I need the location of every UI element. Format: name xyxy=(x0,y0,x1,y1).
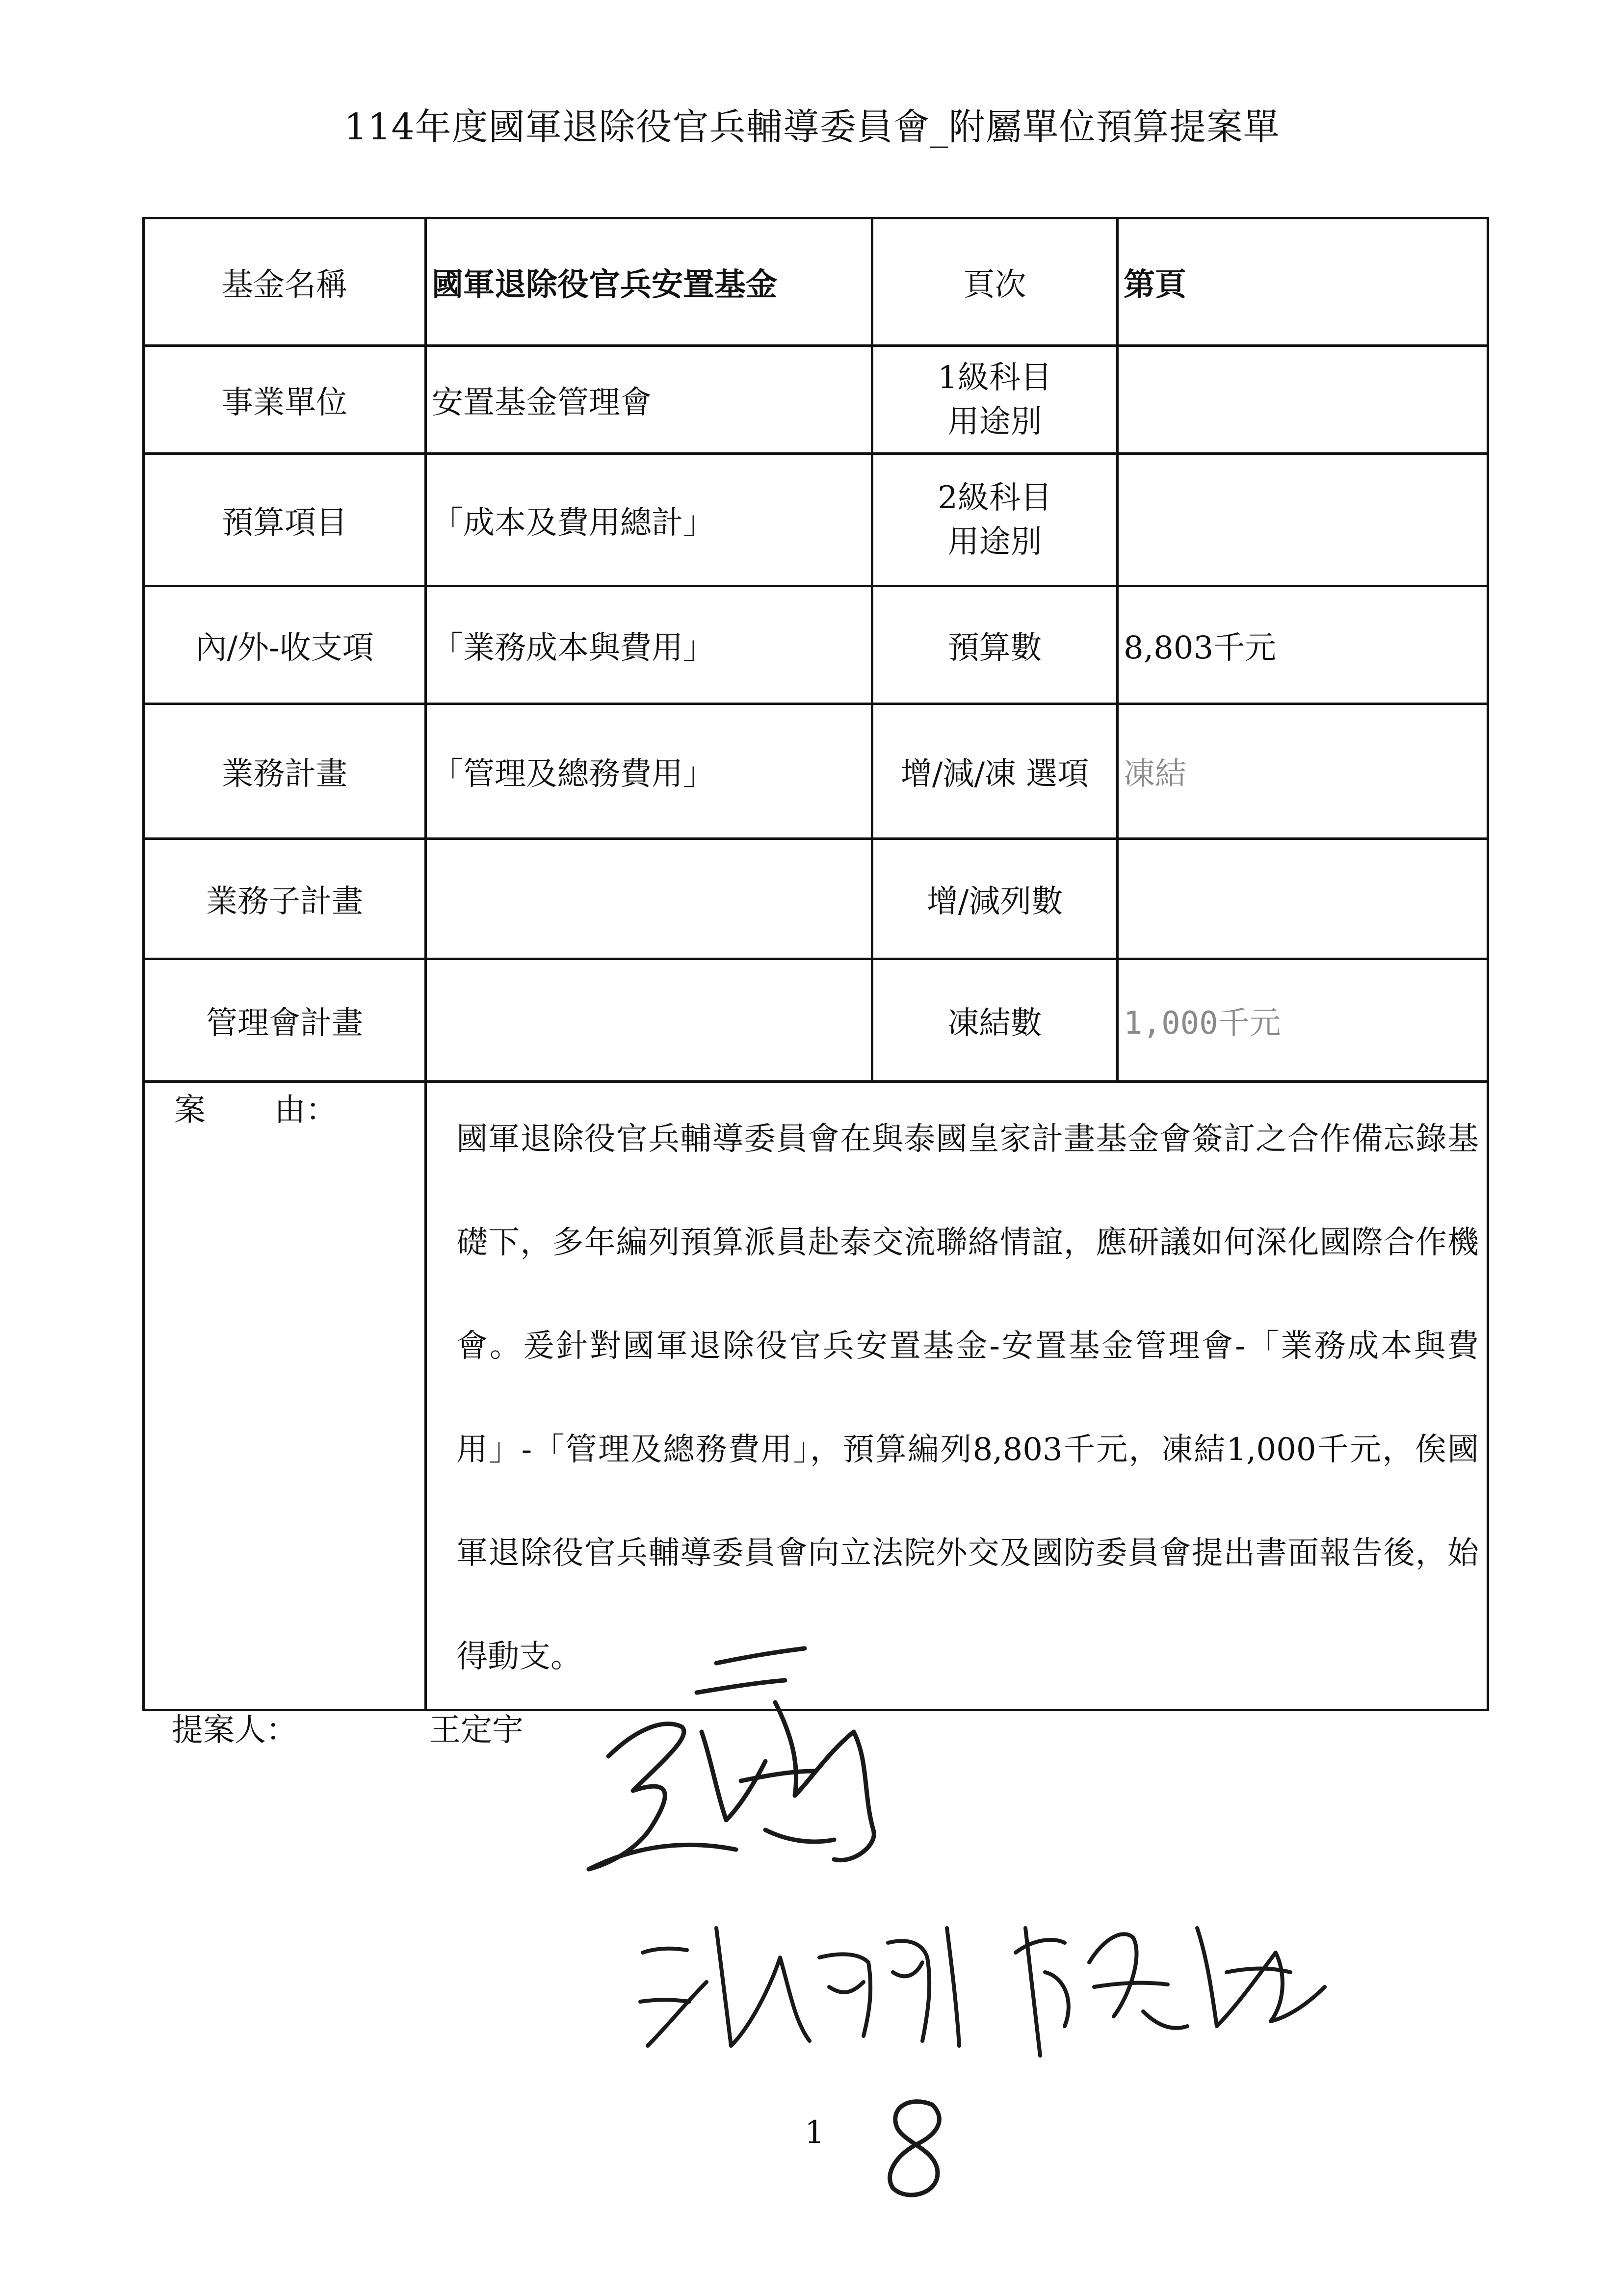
adjust-option-value: 凍結 xyxy=(1118,704,1488,839)
frozen-amount-value: 1,000千元 xyxy=(1118,959,1488,1082)
budget-item-label: 預算項目 xyxy=(144,454,426,586)
page-number: 1 xyxy=(805,2114,825,2151)
row-income-expense xyxy=(144,586,1488,704)
row-budget-item xyxy=(144,454,1488,586)
business-subplan-value xyxy=(426,839,872,959)
level2-account-label-line1: 2級科目 xyxy=(938,479,1052,516)
document-title: 114年度國軍退除役官兵輔導委員會_附屬單位預算提案單 xyxy=(344,106,1280,148)
page-value: 第頁 xyxy=(1118,218,1488,346)
committee-plan-value xyxy=(426,959,872,1082)
budget-amount-value: 8,803千元 xyxy=(1118,586,1488,704)
proposal-form-table xyxy=(142,217,1489,1711)
row-business-plan xyxy=(144,704,1488,839)
reason-label-b: 由： xyxy=(274,1092,337,1128)
business-unit-label: 事業單位 xyxy=(144,346,426,454)
level1-account-value xyxy=(1118,346,1488,454)
income-expense-label: 內/外-收支項 xyxy=(144,586,426,704)
business-subplan-label: 業務子計畫 xyxy=(144,839,426,959)
reason-label xyxy=(144,1082,426,1710)
adjust-amount-value xyxy=(1118,839,1488,959)
row-business-unit xyxy=(144,346,1488,454)
adjust-option-label: 增/減/凍 選項 xyxy=(872,704,1118,839)
budget-amount-label: 預算數 xyxy=(872,586,1118,704)
business-unit-value: 安置基金管理會 xyxy=(426,346,872,454)
level1-account-label xyxy=(872,346,1118,454)
level2-account-label-line2: 用途別 xyxy=(947,523,1042,560)
level2-account-value xyxy=(1118,454,1488,586)
page-label: 頁次 xyxy=(872,218,1118,346)
row-committee-plan xyxy=(144,959,1488,1082)
row-reason xyxy=(144,1082,1488,1710)
adjust-amount-label: 增/減列數 xyxy=(872,839,1118,959)
budget-item-value: 「成本及費用總計」 xyxy=(426,454,872,586)
proposer-signature xyxy=(579,1634,932,1889)
business-plan-label: 業務計畫 xyxy=(144,704,426,839)
row-business-subplan xyxy=(144,839,1488,959)
frozen-amount-label: 凍結數 xyxy=(872,959,1118,1082)
level2-account-label xyxy=(872,454,1118,586)
reason-text: 國軍退除役官兵輔導委員會在與泰國皇家計畫基金會簽訂之合作備忘錄基礎下，多年編列預算派員赴泰交流聯絡情誼，應研議如何深化國際合作機會。爰針對國軍退除役官兵安置基金-安置基金管理會-「業務成本與費用」-「管理及總務費用」，預算編列8,803千元，凍結1,000千元，俟國軍退除役官兵輔導委員會向立法院外交及國防委員會提出書面報告後，始得動支。 xyxy=(426,1082,1488,1710)
fund-name-label: 基金名稱 xyxy=(144,218,426,346)
handwritten-number xyxy=(878,2090,962,2208)
proposer-label: 提案人： xyxy=(172,1712,297,1748)
fund-name-value: 國軍退除役官兵安置基金 xyxy=(426,218,872,346)
level1-account-label-line1: 1級科目 xyxy=(938,359,1052,396)
income-expense-value: 「業務成本與費用」 xyxy=(426,586,872,704)
committee-plan-label: 管理會計畫 xyxy=(144,959,426,1082)
row-fund-name xyxy=(144,218,1488,346)
business-plan-value: 「管理及總務費用」 xyxy=(426,704,872,839)
reason-label-a: 案 xyxy=(174,1092,206,1128)
proposer-name: 王定宇 xyxy=(429,1712,524,1748)
cosigner-signatures xyxy=(633,1899,1344,2061)
level1-account-label-line2: 用途別 xyxy=(947,403,1042,440)
